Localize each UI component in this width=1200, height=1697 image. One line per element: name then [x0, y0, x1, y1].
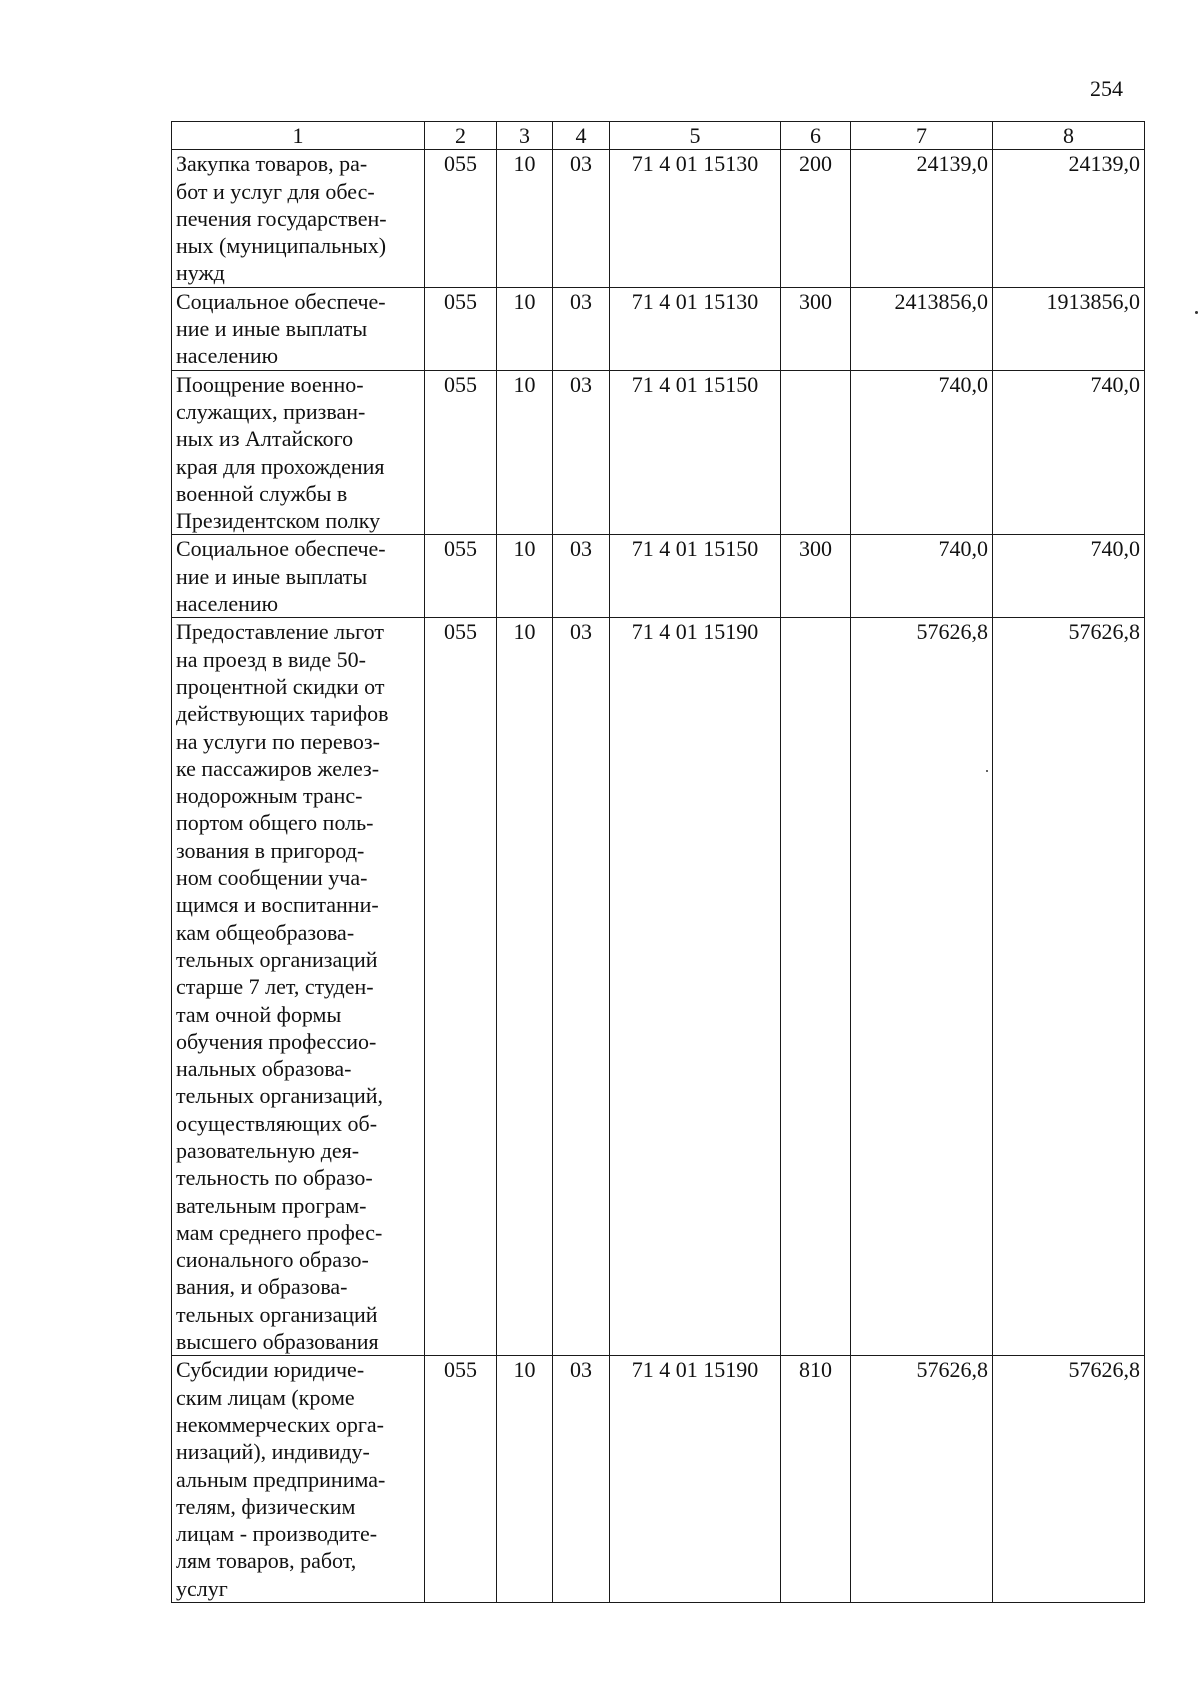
page-number: 254	[1090, 76, 1123, 101]
cell-admin-code: 055	[425, 150, 497, 287]
cell-admin-code: 055	[425, 535, 497, 618]
scan-speck	[986, 770, 988, 772]
cell-amount-col8: 57626,8	[993, 618, 1145, 1356]
cell-name-line: вательным програм-	[176, 1192, 367, 1218]
table-row	[172, 1356, 1145, 1603]
cell-name-line: нальных образова-	[176, 1056, 352, 1082]
cell-name-line: мам среднего профес-	[176, 1219, 383, 1245]
cell-name-line: нодорожным транс-	[176, 783, 363, 809]
cell-expense-type: 300	[781, 287, 851, 370]
cell-amount-col7: 57626,8	[851, 1356, 993, 1603]
header-col-4: 4	[553, 122, 610, 150]
cell-name-line: Субсидии юридиче-	[176, 1357, 365, 1383]
cell-admin-code: 055	[425, 1356, 497, 1603]
table-row	[172, 535, 1145, 618]
cell-target-article: 71 4 01 15190	[610, 618, 781, 1356]
cell-expense-type: 200	[781, 150, 851, 287]
cell-name-line: ским лицам (кроме	[176, 1384, 355, 1410]
cell-name-line: Предоставление льгот	[176, 619, 384, 645]
cell-name-line: тельных организаций,	[176, 1083, 384, 1109]
cell-name-line: зования в пригород-	[176, 837, 365, 863]
cell-name-line: на проезд в виде 50-	[176, 646, 366, 672]
cell-name-line: тельных организаций	[176, 1301, 378, 1327]
cell-name-line: высшего образования	[176, 1329, 379, 1355]
cell-expense-type	[781, 370, 851, 535]
table-row	[172, 150, 1145, 287]
cell-amount-col8: 740,0	[993, 535, 1145, 618]
cell-section: 10	[497, 618, 553, 1356]
cell-name-line: вания, и образова-	[176, 1274, 348, 1300]
cell-name	[172, 150, 425, 287]
cell-name-line: осуществляющих об-	[176, 1110, 378, 1136]
cell-amount-col8: 740,0	[993, 370, 1145, 535]
cell-expense-type: 300	[781, 535, 851, 618]
cell-section: 10	[497, 535, 553, 618]
cell-name-line: там очной формы	[176, 1001, 342, 1027]
cell-subsection: 03	[553, 150, 610, 287]
scan-speck	[1195, 311, 1198, 314]
table-row	[172, 287, 1145, 370]
cell-name-line: на услуги по перевоз-	[176, 728, 380, 754]
cell-target-article: 71 4 01 15150	[610, 370, 781, 535]
table-row	[172, 370, 1145, 535]
cell-section: 10	[497, 150, 553, 287]
cell-name-line: сионального образо-	[176, 1247, 369, 1273]
cell-name-line: нужд	[176, 260, 225, 286]
cell-name-line: старше 7 лет, студен-	[176, 974, 374, 1000]
cell-subsection: 03	[553, 287, 610, 370]
cell-amount-col8: 57626,8	[993, 1356, 1145, 1603]
cell-section: 10	[497, 287, 553, 370]
cell-name-line: лицам - производите-	[176, 1521, 378, 1547]
cell-subsection: 03	[553, 535, 610, 618]
cell-name-line: тельность по образо-	[176, 1165, 373, 1191]
cell-name	[172, 1356, 425, 1603]
cell-name-line: печения государствен-	[176, 205, 387, 231]
cell-admin-code: 055	[425, 370, 497, 535]
cell-name-line: населению	[176, 591, 279, 617]
cell-name-line: альным предпринима-	[176, 1466, 386, 1492]
cell-name-line: ных из Алтайского	[176, 426, 354, 452]
cell-name-line: обучения профессио-	[176, 1028, 377, 1054]
cell-name-line: телям, физическим	[176, 1493, 356, 1519]
cell-name	[172, 370, 425, 535]
cell-name-line: ние и иные выплаты	[176, 316, 368, 342]
cell-name-line: Поощрение военно-	[176, 371, 364, 397]
cell-name-line: военной службы в	[176, 480, 348, 506]
header-col-5: 5	[610, 122, 781, 150]
cell-name	[172, 535, 425, 618]
cell-name-line: некоммерческих орга-	[176, 1411, 384, 1437]
cell-name-line: Президентском полку	[176, 508, 381, 534]
table-body	[172, 150, 1145, 1603]
cell-section: 10	[497, 370, 553, 535]
header-col-6: 6	[781, 122, 851, 150]
cell-amount-col7: 2413856,0	[851, 287, 993, 370]
cell-target-article: 71 4 01 15190	[610, 1356, 781, 1603]
budget-table	[171, 121, 1145, 1603]
cell-target-article: 71 4 01 15130	[610, 150, 781, 287]
cell-subsection: 03	[553, 1356, 610, 1603]
cell-name-line: действующих тарифов	[176, 701, 389, 727]
cell-amount-col7: 24139,0	[851, 150, 993, 287]
cell-amount-col7: 57626,8	[851, 618, 993, 1356]
cell-name-line: края для прохождения	[176, 453, 385, 479]
cell-section: 10	[497, 1356, 553, 1603]
cell-subsection: 03	[553, 618, 610, 1356]
cell-name-line: ние и иные выплаты	[176, 563, 368, 589]
cell-name-line: тельных организаций	[176, 946, 378, 972]
cell-target-article: 71 4 01 15130	[610, 287, 781, 370]
cell-target-article: 71 4 01 15150	[610, 535, 781, 618]
cell-name-line: Закупка товаров, ра-	[176, 151, 368, 177]
cell-name-line: ке пассажиров желез-	[176, 755, 380, 781]
cell-amount-col8: 1913856,0	[993, 287, 1145, 370]
cell-name-line: Социальное обеспече-	[176, 536, 386, 562]
cell-name-line: бот и услуг для обес-	[176, 178, 375, 204]
cell-name-line: низаций), индивиду-	[176, 1439, 370, 1465]
cell-name-line: служащих, призван-	[176, 398, 366, 424]
cell-amount-col7: 740,0	[851, 535, 993, 618]
cell-name-line: ных (муниципальных)	[176, 233, 387, 259]
cell-name-line: услуг	[176, 1575, 228, 1601]
cell-amount-col7: 740,0	[851, 370, 993, 535]
cell-name-line: разовательную дея-	[176, 1137, 360, 1163]
table-row	[172, 618, 1145, 1356]
cell-admin-code: 055	[425, 618, 497, 1356]
header-col-1: 1	[172, 122, 425, 150]
header-col-8: 8	[993, 122, 1145, 150]
cell-name	[172, 618, 425, 1356]
cell-name-line: кам общеобразова-	[176, 919, 355, 945]
cell-name-line: Социальное обеспече-	[176, 288, 386, 314]
cell-expense-type: 810	[781, 1356, 851, 1603]
cell-expense-type	[781, 618, 851, 1356]
cell-name-line: населению	[176, 343, 279, 369]
cell-name-line: лям товаров, работ,	[176, 1548, 357, 1574]
header-col-3: 3	[497, 122, 553, 150]
header-col-2: 2	[425, 122, 497, 150]
cell-name	[172, 287, 425, 370]
cell-name-line: ном сообщении уча-	[176, 865, 368, 891]
cell-name-line: портом общего поль-	[176, 810, 374, 836]
header-col-7: 7	[851, 122, 993, 150]
cell-admin-code: 055	[425, 287, 497, 370]
cell-name-line: процентной скидки от	[176, 673, 385, 699]
cell-name-line: щимся и воспитанни-	[176, 892, 379, 918]
cell-subsection: 03	[553, 370, 610, 535]
header-row	[172, 122, 1145, 150]
cell-amount-col8: 24139,0	[993, 150, 1145, 287]
